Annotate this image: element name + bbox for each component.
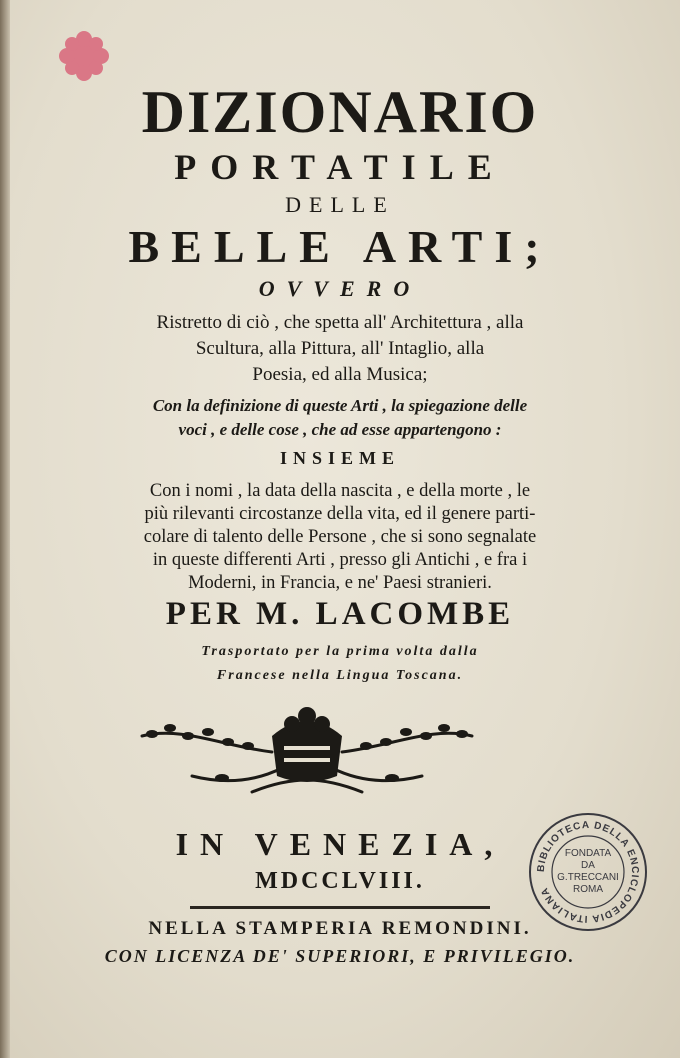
imprint-license: CON LICENZA DE' SUPERIORI, E PRIVILEGIO. <box>104 946 576 966</box>
title-portatile: PORTATILE <box>174 147 506 187</box>
imprint-printer: NELLA STAMPERIA REMONDINI. <box>148 918 532 939</box>
definition-line: voci , e delle cose , che ad esse appartengono : <box>178 420 502 439</box>
stamp-ring-text: BIBLIOTECA DELLA ENCICLOPEDIA ITALIANA <box>535 819 641 925</box>
description-line: Con i nomi , la data della nascita , e della morte , le <box>149 481 531 501</box>
divider-rule <box>190 906 490 909</box>
translation-note <box>0 640 680 688</box>
description-paragraph <box>0 480 680 595</box>
definition-paragraph <box>0 394 680 442</box>
red-ownership-stamp <box>54 30 114 82</box>
description-line: più rilevanti circostanze della vita, ed il genere parti- <box>144 504 536 524</box>
description-line: Moderni, in Francia, e ne' Paesi stranieri. <box>188 573 492 593</box>
title-ovvero: OVVERO <box>258 276 422 301</box>
stamp-center-line: ROMA <box>573 884 603 895</box>
library-stamp <box>526 810 650 934</box>
imprint-place: IN VENEZIA, <box>175 826 505 862</box>
subtitle-line: Poesia, ed alla Musica; <box>252 364 428 385</box>
subtitle-line: Scultura, alla Pittura, all' Intaglio, alla <box>195 338 485 359</box>
imprint-year: MDCCLVIII. <box>255 868 425 894</box>
title-belle-arti: BELLE ARTI; <box>128 221 552 272</box>
description-line: in queste differenti Arti , presso gli Antichi , e fra i <box>152 550 528 570</box>
printer-ornament-vignette <box>132 706 482 798</box>
subtitle-line: Ristretto di ciò , che spetta all' Architettura , alla <box>156 312 524 333</box>
subtitle-paragraph <box>0 310 680 388</box>
stamp-center-line: DA <box>581 860 595 871</box>
stamp-center-line: G.TRECCANI <box>557 872 619 883</box>
translation-line: Trasportato per la prima volta dalla <box>201 644 479 659</box>
title-delle: DELLE <box>285 192 395 217</box>
definition-line: Con la definizione di queste Arti , la spiegazione delle <box>152 396 528 415</box>
stamp-center-line: FONDATA <box>564 848 612 859</box>
author-line: PER M. LACOMBE <box>165 596 515 632</box>
translation-line: Francese nella Lingua Toscana. <box>216 668 464 683</box>
title-dizionario: DIZIONARIO <box>141 79 539 145</box>
insieme-heading: INSIEME <box>279 448 401 468</box>
description-line: colare di talento delle Persone , che si sono segnalate <box>143 527 537 547</box>
